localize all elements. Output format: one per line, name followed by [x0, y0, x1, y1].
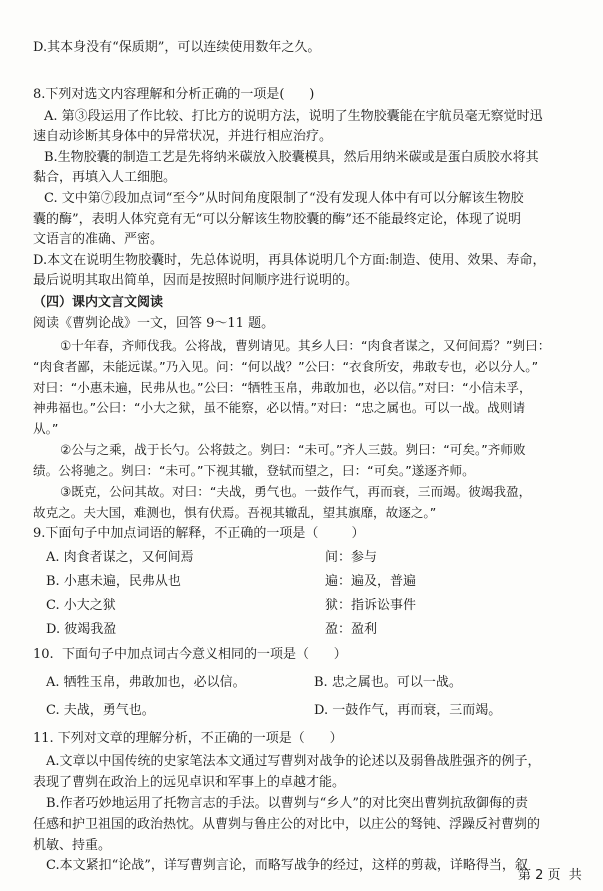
q11-option-b-cont2: 机敏、持重。	[33, 838, 112, 853]
passage-p1-line2: “肉食者鄙，未能远谋。”乃入见。问：“何以战？”公曰：“衣食所安，弗敢专也，必以分人。”	[33, 359, 539, 374]
q10-option-a: A. 牺牲玉帛，弗敢加也，必以信。	[46, 675, 246, 690]
q7-option-d: D.其本身没有“保质期”，可以连续使用数年之久。	[33, 40, 321, 55]
q9-option-a: A. 肉食者谋之，又何间焉	[46, 550, 194, 565]
section-intro: 阅读《曹刿论战》一文，回答 9～11 题。	[33, 316, 275, 331]
page-number-footer: 第 2 页 共	[518, 868, 582, 883]
q8-option-b-cont: 黏合，再填入人工细胞。	[33, 170, 177, 185]
q9-option-d-def: 盈：盈利	[325, 622, 378, 637]
q10-stem: 10. 下面句子中加点词古今意义相同的一项是（ ）	[33, 647, 347, 662]
section-title: （四）课内文言文阅读	[33, 295, 164, 310]
q8-option-d-cont: 最后说明其取出简单，因而是按照时间顺序进行说明的。	[33, 273, 359, 288]
q8-option-c-cont2: 文语言的准确、严密。	[33, 232, 164, 247]
q9-option-c: C. 小大之狱	[46, 598, 116, 613]
q10-option-c: C. 夫战，勇气也。	[46, 703, 155, 718]
q8-option-a: A. 第③段运用了作比较、打比方的说明方法，说明了生物胶囊能在宇航员毫无察觉时迅	[44, 109, 543, 124]
q11-option-b-cont1: 任感和护卫祖国的政治热忱。从曹刿与鲁庄公的对比中，以庄公的驽钝、浮躁反衬曹刿的	[33, 817, 541, 832]
q9-option-a-def: 间：参与	[325, 550, 378, 565]
q8-option-c: C. 文中第⑦段加点词“至今”从时间角度限制了“没有发现人体中有可以分解该生物胶	[44, 191, 524, 206]
q11-option-b: B.作者巧妙地运用了托物言志的手法。以曹刿与“乡人”的对比突出曹刿抗敌御侮的责	[46, 796, 528, 811]
passage-p1-line1: ①十年春，齐师伐我。公将战，曹刿请见。其乡人曰：“肉食者谋之，又何间焉？”刿曰：	[60, 338, 551, 353]
q8-stem: 8.下列对选文内容理解和分析正确的一项是( )	[33, 87, 315, 102]
q8-option-a-cont: 速自动诊断其身体中的异常状况，并进行相应治疗。	[33, 129, 333, 144]
q8-option-b: B.生物胶囊的制造工艺是先将纳米碳放入胶囊模具，然后用纳米碳或是蛋白质胶水将其	[44, 150, 539, 165]
passage-p1-line5: 从。”	[33, 421, 59, 436]
q11-option-a: A.文章以中国传统的史家笔法本文通过写曹刿对战争的论述以及弱鲁战胜强齐的例子，	[46, 754, 541, 769]
passage-p3-line1: ③既克，公问其故。对曰：“夫战，勇气也。一鼓作气，再而衰，三而竭。彼竭我盈，	[60, 484, 532, 499]
q9-option-d: D. 彼竭我盈	[46, 622, 117, 637]
q10-option-d: D. 一鼓作气，再而衰，三而竭。	[314, 703, 502, 718]
q8-option-d: D.本文在说明生物胶囊时，先总体说明，再具体说明几个方面:制造、使用、效果、寿命，	[33, 253, 546, 268]
q9-option-b: B. 小惠未遍，民弗从也	[46, 574, 181, 589]
q10-option-b: B. 忠之属也。可以一战。	[314, 675, 462, 690]
q11-option-a-cont: 表现了曹刿在政治上的远见卓识和军事上的卓越才能。	[33, 775, 346, 790]
q9-stem: 9.下面句子中加点词语的解释，不正确的一项是（ ）	[33, 526, 365, 541]
q9-option-b-def: 遍：遍及，普遍	[325, 574, 417, 589]
q9-option-c-def: 狱：指诉讼事件	[325, 598, 417, 613]
q8-option-c-cont1: 囊的酶”，表明人体究竟有无“可以分解该生物胶囊的酶”还不能最终定论，体现了说明	[33, 212, 521, 227]
passage-p1-line4: 神弗福也。”公曰：“小大之狱，虽不能察，必以情。”对曰：“忠之属也。可以一战。战则请	[33, 400, 526, 415]
passage-p3-line2: 故克之。夫大国，难测也，惧有伏焉。吾视其辙乱，望其旗靡，故逐之。”	[33, 505, 437, 520]
passage-p2-line2: 绩。公将驰之。刿曰：“未可。”下视其辙，登轼而望之，曰：“可矣。”遂逐齐师。	[33, 463, 475, 478]
q11-stem: 11. 下列对文章的理解分析，不正确的一项是（ ）	[33, 731, 343, 746]
passage-p1-line3: 对曰：“小惠未遍，民弗从也。”公曰：“牺牲玉帛，弗敢加也，必以信。”对曰：“小信未孚，	[33, 380, 532, 395]
q11-option-c: C.本文紧扣“论战”，详写曹刿言论，而略写战争的经过，这样的剪裁，详略得当，叙	[46, 858, 528, 873]
passage-p2-line1: ②公与之乘，战于长勺。公将鼓之。刿曰：“未可。”齐人三鼓。刿曰：“可矣。”齐师败	[60, 442, 526, 457]
